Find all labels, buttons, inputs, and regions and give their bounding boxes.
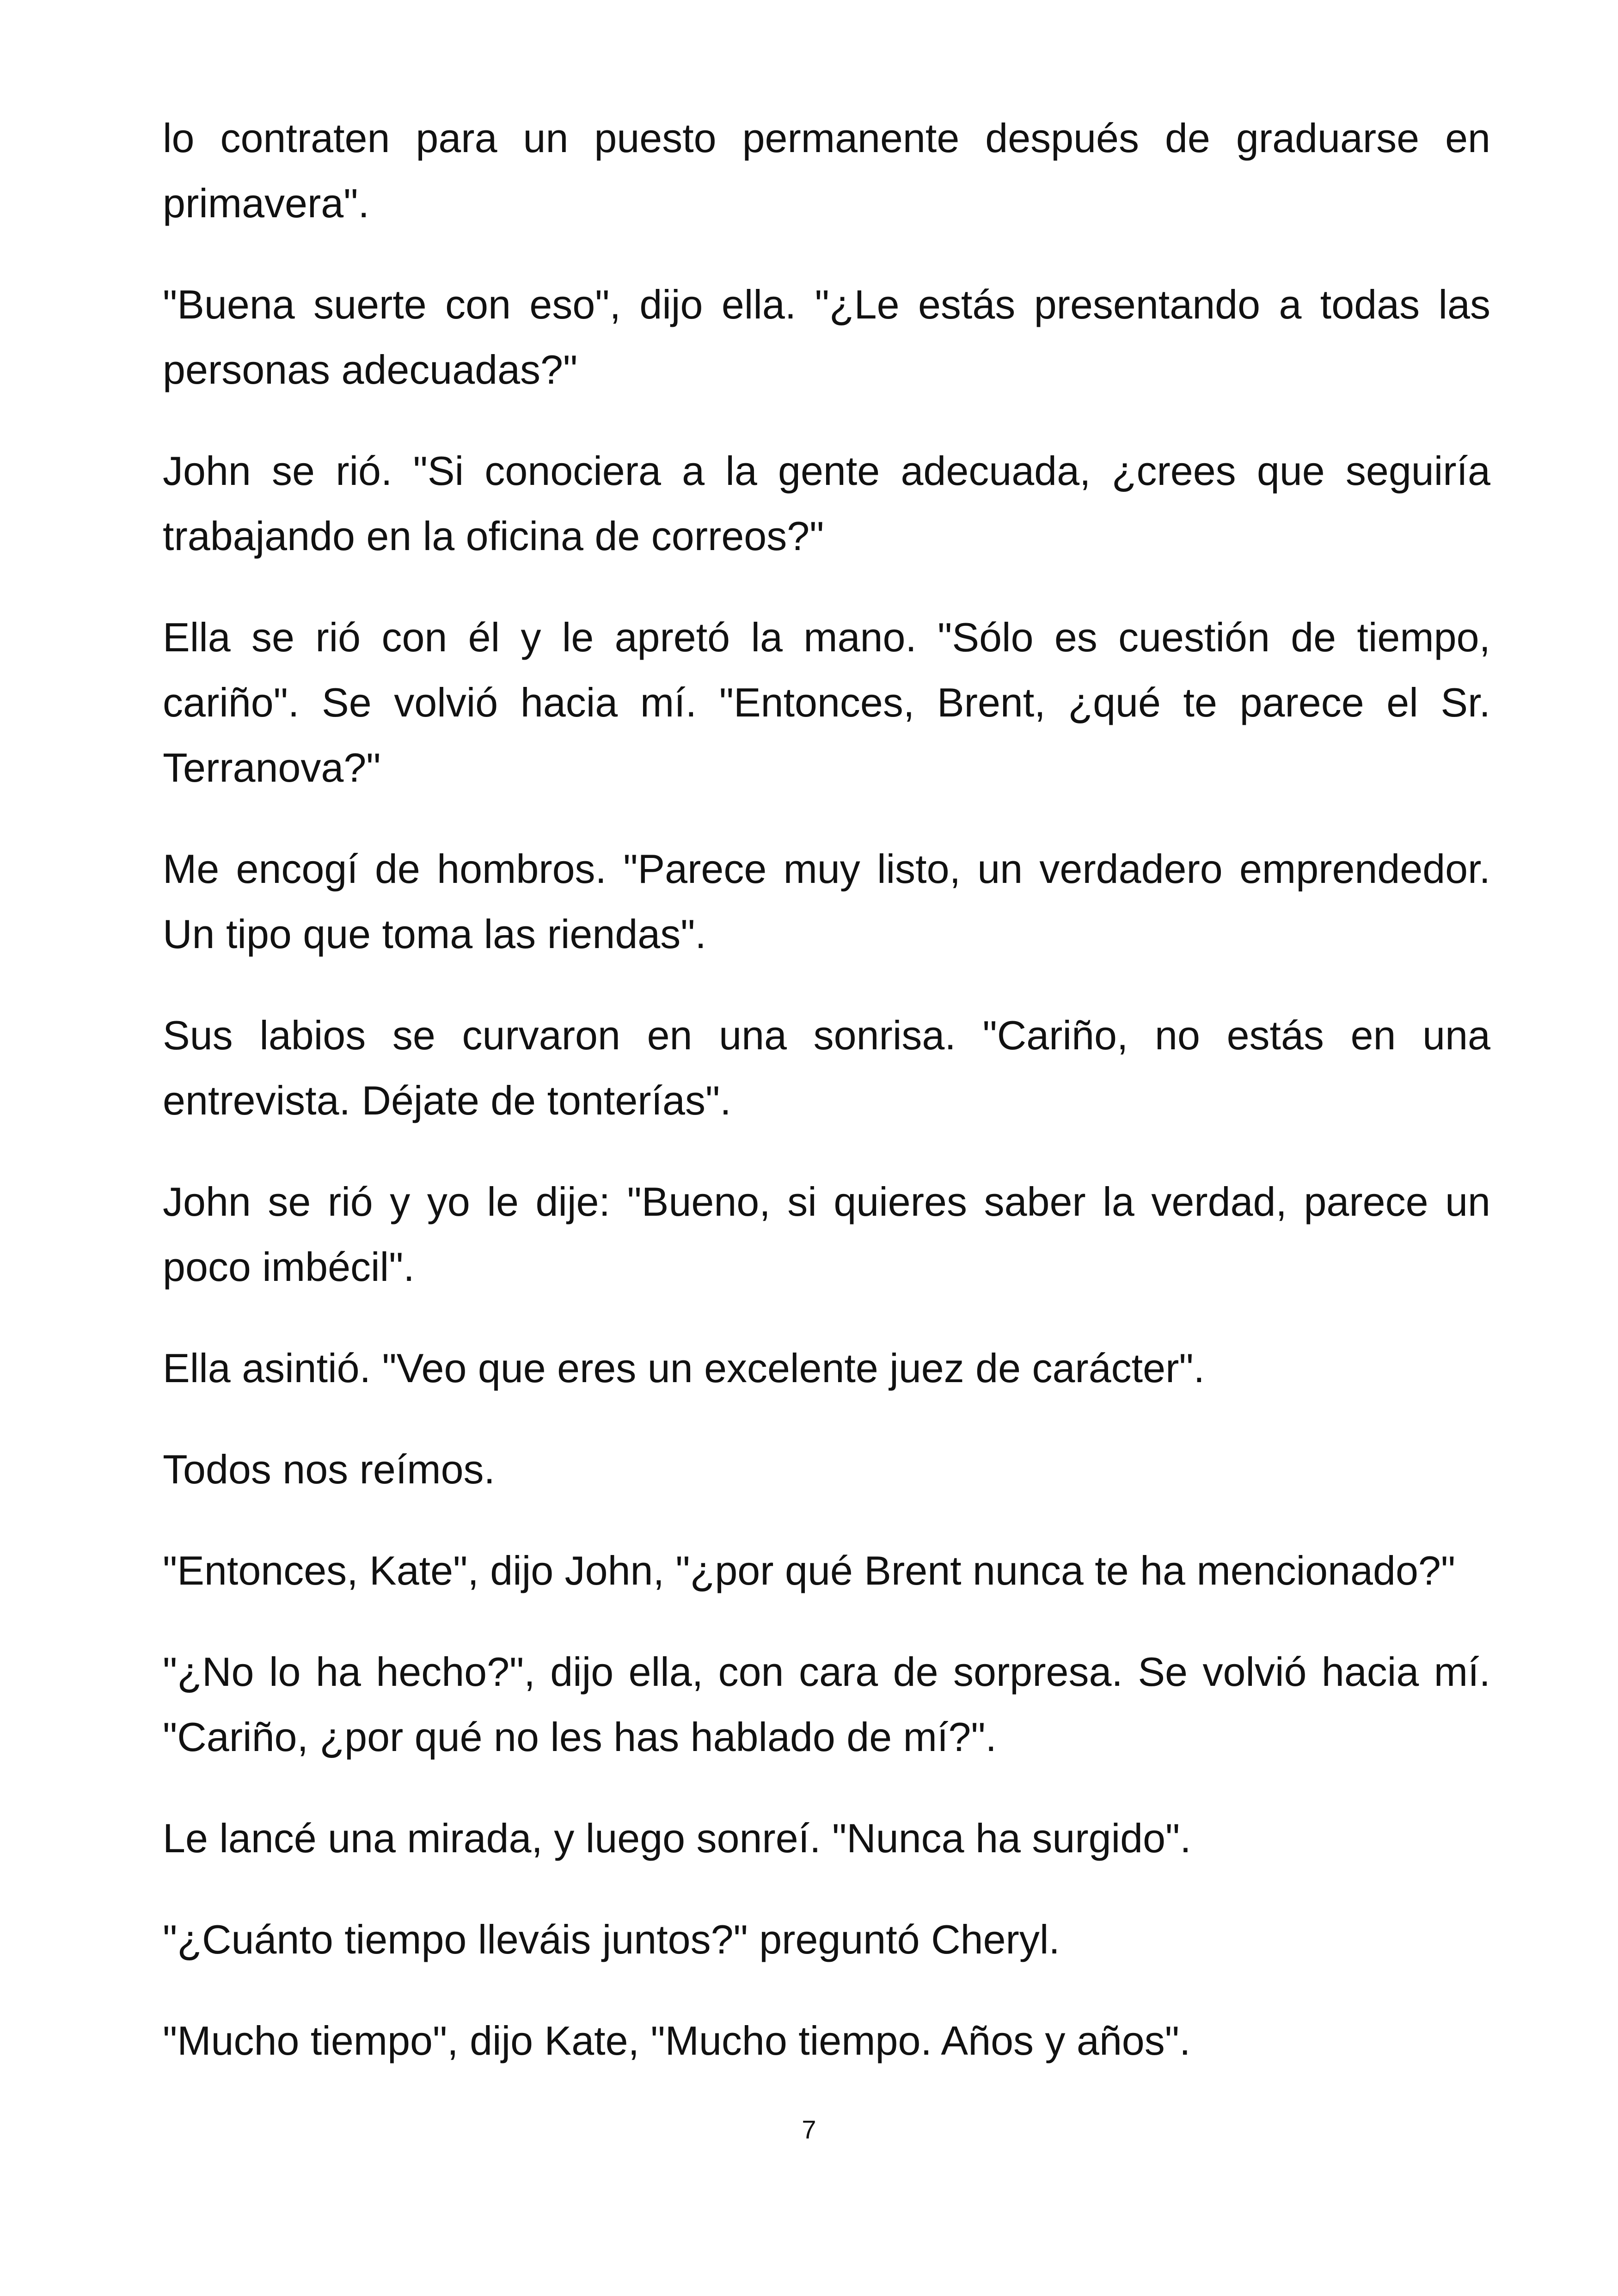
paragraph: lo contraten para un puesto permanente después de graduarse en primavera".	[163, 115, 1490, 226]
paragraph: John se rió y yo le dije: "Bueno, si quieres saber la verdad, parece un poco imbécil".	[163, 1179, 1490, 1290]
paragraph: Sus labios se curvaron en una sonrisa. "Cariño, no estás en una entrevista. Déjate de tonterías".	[163, 1012, 1490, 1123]
paragraph: Todos nos reímos.	[163, 1446, 495, 1492]
body-text	[163, 105, 1490, 2073]
paragraph: "¿Cuánto tiempo lleváis juntos?" preguntó Cheryl.	[163, 1916, 1060, 1962]
paragraph: "¿No lo ha hecho?", dijo ella, con cara de sorpresa. Se volvió hacia mí. "Cariño, ¿por qué no les has hablado de mí?".	[163, 1649, 1490, 1760]
paragraph: "Mucho tiempo", dijo Kate, "Mucho tiempo. Años y años".	[163, 2018, 1191, 2063]
paragraph: "Entonces, Kate", dijo John, "¿por qué Brent nunca te ha mencionado?"	[163, 1548, 1456, 1593]
page-number: 7	[802, 2115, 816, 2144]
paragraph: Ella asintió. "Veo que eres un excelente juez de carácter".	[163, 1345, 1205, 1391]
paragraph: Le lancé una mirada, y luego sonreí. "Nunca ha surgido".	[163, 1815, 1191, 1861]
paragraph: John se rió. "Si conociera a la gente adecuada, ¿crees que seguiría trabajando en la oficina de correos?"	[163, 448, 1490, 559]
paragraph: Ella se rió con él y le apretó la mano. "Sólo es cuestión de tiempo, cariño". Se volvió hacia mí. "Entonces, Brent, ¿qué te parece el Sr. Terranova?"	[163, 614, 1490, 790]
paragraph: "Buena suerte con eso", dijo ella. "¿Le estás presentando a todas las personas adecuadas?"	[163, 282, 1490, 392]
paragraph: Me encogí de hombros. "Parece muy listo, un verdadero emprendedor. Un tipo que toma las riendas".	[163, 846, 1490, 957]
